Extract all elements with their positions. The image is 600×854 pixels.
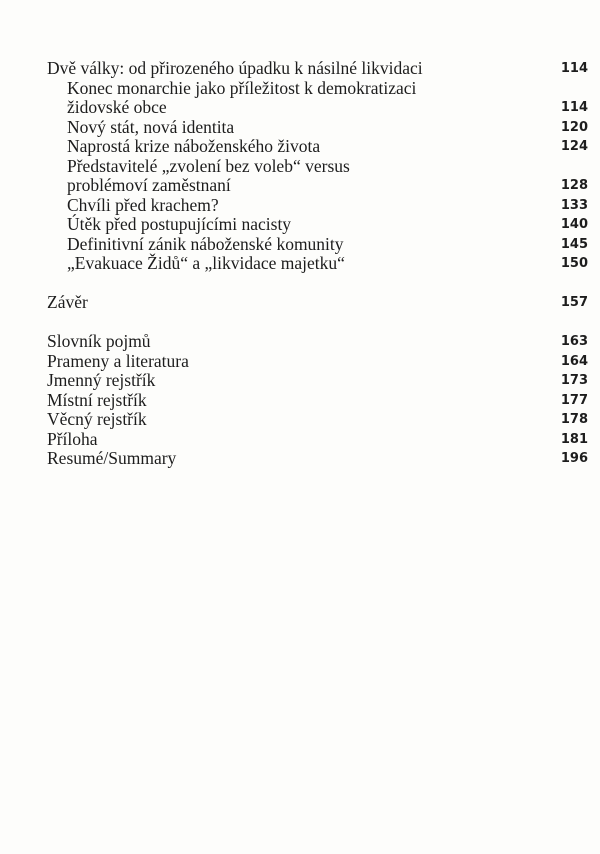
toc-entry <box>47 352 588 372</box>
entry-page: 157 <box>560 295 588 310</box>
entry-page: 150 <box>560 256 588 271</box>
entry-title: problémoví zaměstnaní <box>67 175 231 195</box>
toc-entry <box>47 235 588 255</box>
entry-page: 178 <box>560 412 588 427</box>
toc-entry <box>47 176 588 196</box>
entry-title: Jmenný rejstřík <box>47 370 156 390</box>
entry-title: židovské obce <box>67 97 167 117</box>
entry-title: Příloha <box>47 428 98 449</box>
entry-page: 124 <box>560 139 588 154</box>
toc-entry <box>47 137 588 157</box>
entry-page: 196 <box>560 451 588 466</box>
toc-entry <box>47 118 588 138</box>
entry-page: 128 <box>560 178 588 193</box>
entry-page: 163 <box>560 334 588 349</box>
toc-entry <box>47 430 588 450</box>
entry-page: 120 <box>560 119 588 135</box>
entry-page: 173 <box>560 373 588 388</box>
table-of-contents <box>47 59 588 469</box>
toc-entry <box>47 410 588 430</box>
entry-title: Chvíli před krachem? <box>67 194 219 215</box>
entry-title: Slovník pojmů <box>47 331 151 351</box>
toc-entry <box>47 371 588 391</box>
toc-entry <box>47 157 588 177</box>
entry-title: Závěr <box>47 292 88 312</box>
entry-title: Útěk před postupujícími nacisty <box>67 214 292 234</box>
entry-page: 133 <box>560 197 588 213</box>
toc-entry <box>47 98 588 118</box>
toc-entry <box>47 196 588 216</box>
entry-title: Resumé/Summary <box>47 448 177 468</box>
entry-title: Místní rejstřík <box>47 389 147 410</box>
entry-page: 177 <box>560 392 588 408</box>
toc-entry <box>47 59 588 79</box>
entry-page: 164 <box>560 353 588 369</box>
toc-entry <box>47 391 588 411</box>
entry-title: Dvě války: od přirozeného úpadku k násilné likvidaci <box>47 58 423 78</box>
entry-page: 114 <box>560 61 588 76</box>
entry-title: „Evakuace Židů“ a „likvidace majetku“ <box>67 253 345 273</box>
toc-entry <box>47 332 588 352</box>
entry-page: 181 <box>560 431 588 447</box>
entry-page: 140 <box>560 217 588 232</box>
entry-title: Nový stát, nová identita <box>67 116 235 137</box>
entry-title: Věcný rejstřík <box>47 409 147 429</box>
entry-title: Prameny a literatura <box>47 350 189 371</box>
toc-entry <box>47 79 588 99</box>
toc-entry <box>47 449 588 469</box>
entry-title: Naprostá krize náboženského života <box>67 136 321 156</box>
entry-title: Představitelé „zvolení bez voleb“ versus <box>67 155 350 176</box>
entry-title: Definitivní zánik náboženské komunity <box>67 233 344 254</box>
entry-title: Konec monarchie jako příležitost k demokratizaci <box>67 77 417 98</box>
entry-page: 114 <box>560 100 588 115</box>
entry-page: 145 <box>560 236 588 252</box>
toc-entry <box>47 215 588 235</box>
toc-entry-conclusion <box>47 293 588 313</box>
toc-entry <box>47 254 588 274</box>
